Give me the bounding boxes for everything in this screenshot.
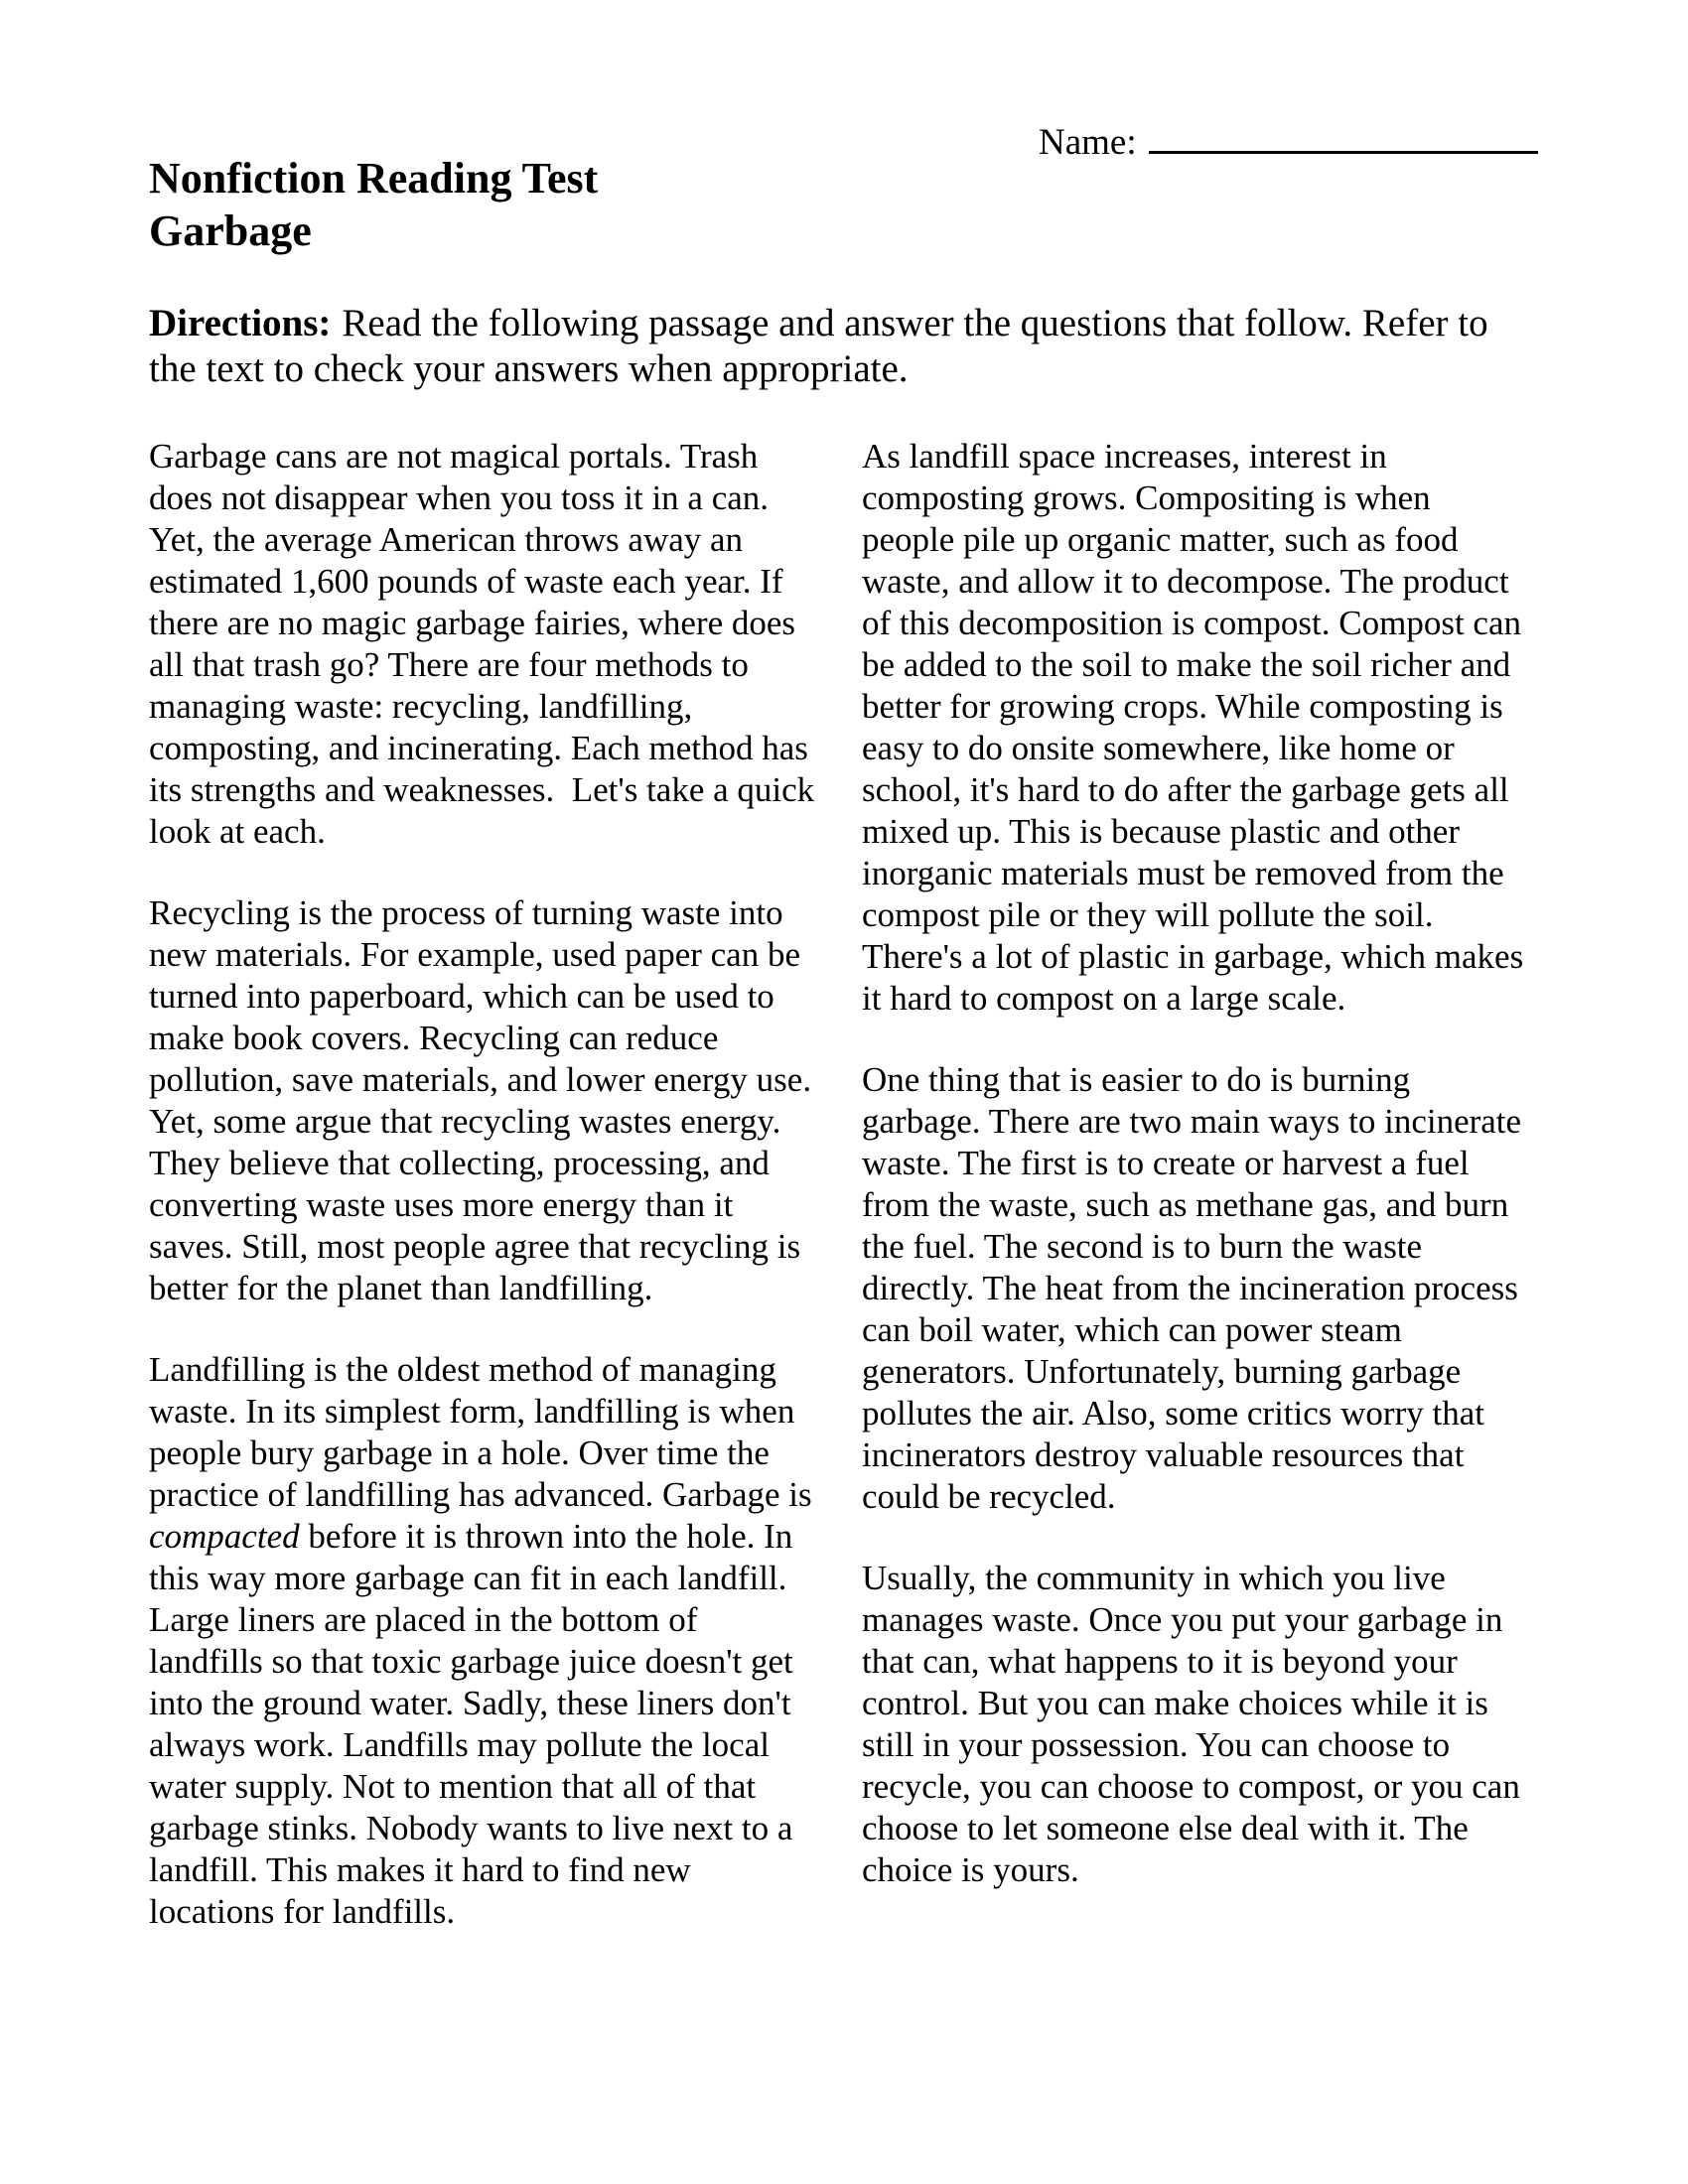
passage-text: Garbage cans are not magical portals. Trash does not disappear when you toss it in a can. Yet, the average American throws away an estimated 1,600 pounds of waste each year. If there are no magic garbage fairies, where does all that trash go? There are four methods to managing waste: recycling, landfilling, composting, and incinerating. Each method has its strengths and weaknesses. Let's take a quick look at each. <box>149 437 823 851</box>
passage-paragraph <box>149 1349 821 1933</box>
passage-text: Usually, the community in which you live manages waste. Once you put your garbage in that can, what happens to it is beyond your control. But you can make choices while it is still in your possession. You can choose to recycle, you can choose to compost, or you can choose to let someone else deal with it. The choice is yours. <box>862 1559 1529 1889</box>
passage-text: Recycling is the process of turning waste into new materials. For example, used paper can be turned into paperboard, which can be used to make book covers. Recycling can reduce pollution, save materials, and lower energy use. Yet, some argue that recycling wastes energy. They believe that collecting, processing, and converting waste uses more energy than it saves. Still, most people agree that recycling is better for the planet than landfilling. <box>149 893 828 1307</box>
page-title: Nonfiction Reading Test <box>149 154 599 203</box>
directions <box>149 301 1537 392</box>
name-row <box>1039 119 1538 165</box>
passage-paragraph <box>149 436 823 853</box>
passage-paragraph <box>862 436 1532 1020</box>
passage-text: before it is thrown into the hole. In this way more garbage can fit in each landfill. Large liners are placed in the bottom of landfills so that toxic garbage juice doesn't get into the ground water. Sadly, these liners don't always work. Landfills may pollute the local water supply. Not to mention that all of that garbage stinks. Nobody wants to live next to a landfill. This makes it hard to find new locations for landfills. <box>149 1517 802 1931</box>
passage-paragraph <box>862 1558 1529 1891</box>
title-block <box>149 152 598 257</box>
passage-column-left <box>149 436 828 1973</box>
passage-column-right <box>862 436 1532 1973</box>
name-label: Name: <box>1039 122 1137 163</box>
name-underline <box>1149 119 1538 154</box>
page-subtitle: Garbage <box>149 206 312 255</box>
passage-text: One thing that is easier to do is burning garbage. There are two main ways to incinerate waste. The first is to create or harvest a fuel from the waste, such as methane gas, and burn the fuel. The second is to burn the waste directly. The heat from the incineration process can boil water, which can power steam generators. Unfortunately, burning garbage pollutes the air. Also, some critics worry that incinerators destroy valuable resources that could be recycled. <box>862 1060 1530 1516</box>
passage <box>149 436 1532 1973</box>
passage-paragraph <box>862 1059 1529 1518</box>
directions-label: Directions: <box>149 302 332 344</box>
passage-italic-text: compacted <box>149 1517 300 1556</box>
passage-text: As landfill space increases, interest in composting grows. Compositing is when people pile up organic matter, such as food waste, and allow it to decompose. The product of this decomposition is compost. Compost can be added to the soil to make the soil richer and better for growing crops. While composting is easy to do onsite somewhere, like home or school, it's hard to do after the garbage gets all mixed up. This is because plastic and other inorganic materials must be removed from the compost pile or they will pollute the soil. There's a lot of plastic in garbage, which makes it hard to compost on a large scale. <box>862 437 1532 1018</box>
passage-paragraph <box>149 892 828 1309</box>
directions-text: Read the following passage and answer the questions that follow. Refer to the text to check your answers when appropriate. <box>149 302 1488 390</box>
passage-text: Landfilling is the oldest method of managing waste. In its simplest form, landfilling is when people bury garbage in a hole. Over time the practice of landfilling has advanced. Garbage is <box>149 1350 821 1514</box>
